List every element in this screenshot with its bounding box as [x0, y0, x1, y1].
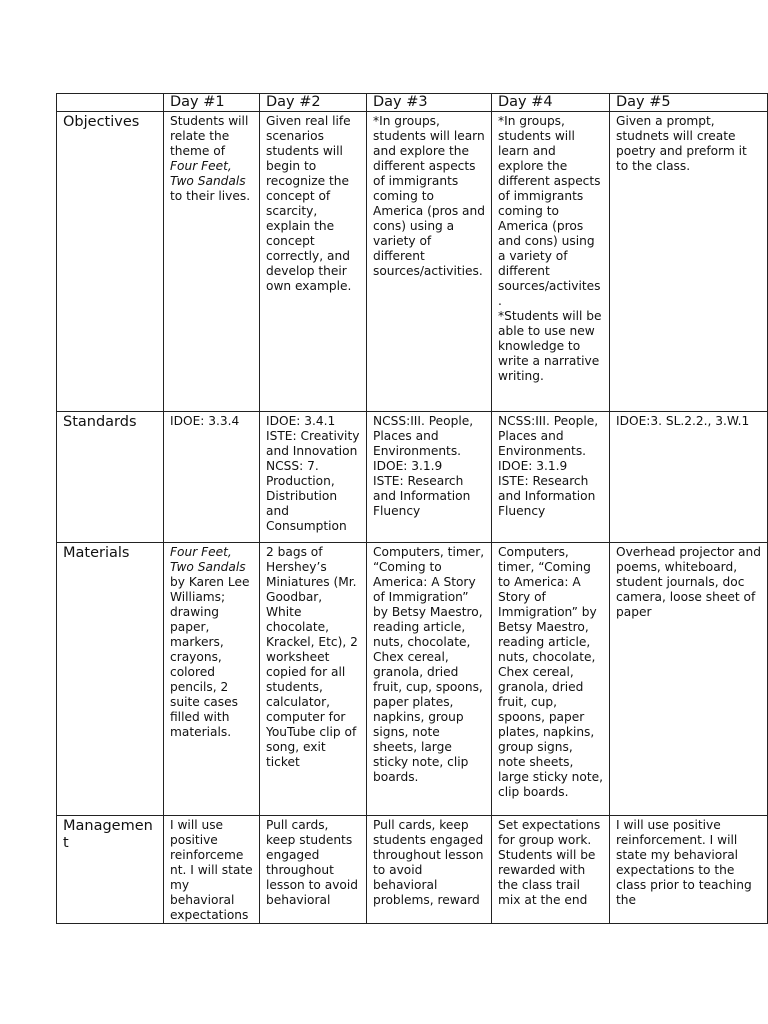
management-label: Managemen t — [57, 816, 164, 924]
standards-day-4: NCSS:III. People, Places and Environments. IDOE: 3.1.9 ISTE: Research and Information Fluency — [492, 412, 610, 543]
objectives-label: Objectives — [57, 112, 164, 412]
header-corner — [57, 94, 164, 112]
materials-day-1: Four Feet, Two Sandals by Karen Lee Williams; drawing paper, markers, crayons, colored pencils, 2 suite cases filled with materials. — [164, 543, 260, 816]
standards-day-1: IDOE: 3.3.4 — [164, 412, 260, 543]
header-row — [57, 94, 768, 112]
lesson-plan-table — [56, 93, 768, 924]
materials-label: Materials — [57, 543, 164, 816]
book-title: Four Feet, Two Sandals — [170, 159, 246, 188]
standards-row — [57, 412, 768, 543]
objectives-day-2: Given real life scenarios students will begin to recognize the concept of scarcity, explain the concept correctly, and develop their own example. — [260, 112, 367, 412]
standards-day-2: IDOE: 3.4.1 ISTE: Creativity and Innovation NCSS: 7. Production, Distribution and Consumption — [260, 412, 367, 543]
materials-day-3: Computers, timer, “Coming to America: A Story of Immigration” by Betsy Maestro, reading article, nuts, chocolate, Chex cereal, granola, dried fruit, cup, spoons, paper plates, napkins, group signs, note sheets, large sticky note, clip boards. — [367, 543, 492, 816]
standards-day-3: NCSS:III. People, Places and Environments. IDOE: 3.1.9 ISTE: Research and Information Fluency — [367, 412, 492, 543]
header-day-4: Day #4 — [492, 94, 610, 112]
header-day-2: Day #2 — [260, 94, 367, 112]
materials-row — [57, 543, 768, 816]
management-day-4: Set expectations for group work. Students will be rewarded with the class trail mix at the end — [492, 816, 610, 924]
objectives-row — [57, 112, 768, 412]
book-title: Four Feet, Two Sandals — [170, 545, 246, 574]
management-day-1: I will use positive reinforceme nt. I will state my behavioral expectations — [164, 816, 260, 924]
standards-label: Standards — [57, 412, 164, 543]
management-day-2: Pull cards, keep students engaged throughout lesson to avoid behavioral — [260, 816, 367, 924]
management-day-5: I will use positive reinforcement. I will state my behavioral expectations to the class prior to teaching the — [610, 816, 768, 924]
objectives-day-3: *In groups, students will learn and explore the different aspects of immigrants coming to America (pros and cons) using a variety of different sources/activities. — [367, 112, 492, 412]
header-day-1: Day #1 — [164, 94, 260, 112]
objectives-day-1: Students will relate the theme of Four Feet, Two Sandals to their lives. — [164, 112, 260, 412]
objectives-day-4: *In groups, students will learn and explore the different aspects of immigrants coming to America (pros and cons) using a variety of different sources/activites. *Students will be able to use new knowledge to write a narrative writing. — [492, 112, 610, 412]
objectives-day-5: Given a prompt, studnets will create poetry and preform it to the class. — [610, 112, 768, 412]
materials-day-5: Overhead projector and poems, whiteboard, student journals, doc camera, loose sheet of paper — [610, 543, 768, 816]
header-day-3: Day #3 — [367, 94, 492, 112]
materials-day-4: Computers, timer, “Coming to America: A Story of Immigration” by Betsy Maestro, reading article, nuts, chocolate, Chex cereal, granola, dried fruit, cup, spoons, paper plates, napkins, group signs, note sheets, large sticky note, clip boards. — [492, 543, 610, 816]
management-day-3: Pull cards, keep students engaged throughout lesson to avoid behavioral problems, reward — [367, 816, 492, 924]
materials-day-2: 2 bags of Hershey’s Miniatures (Mr. Goodbar, White chocolate, Krackel, Etc), 2 worksheet copied for all students, calculator, computer for YouTube clip of song, exit ticket — [260, 543, 367, 816]
standards-day-5: IDOE:3. SL.2.2., 3.W.1 — [610, 412, 768, 543]
management-row — [57, 816, 768, 924]
header-day-5: Day #5 — [610, 94, 768, 112]
